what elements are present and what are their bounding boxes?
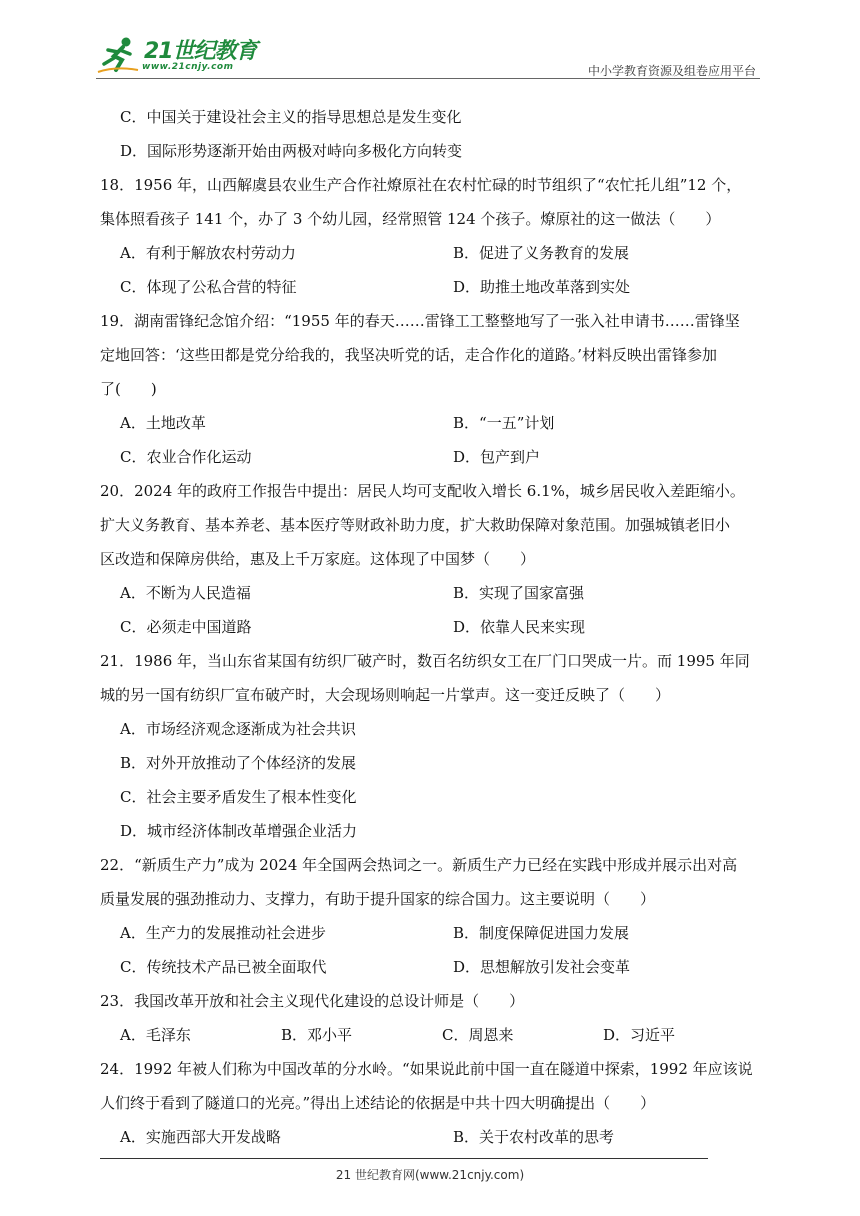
q19-stem-line-2: 定地回答：‘这些田都是党分给我的，我坚决听党的话，走合作化的道路。’材料反映出雷锋参加 [100,346,718,364]
q19-options-row-2 [120,440,764,474]
q20-stem-line-1: 20．2024 年的政府工作报告中提出：居民人均可支配收入增长 6.1%，城乡居民收入差距缩小。 [100,482,745,500]
q18-options-row-1 [120,236,764,270]
q21-option-c: C．社会主要矛盾发生了根本性变化 [120,788,357,806]
q22-options-row-2 [120,950,764,984]
logo-text: 21世纪教育 [144,39,257,64]
q24-stem-line-1: 24．1992 年被人们称为中国改革的分水岭。“如果说此前中国一直在隧道中探索，1992 年应该说 [100,1060,753,1078]
q18-option-a: A．有利于解放农村劳动力 [120,244,296,262]
q22-stem-line-2: 质量发展的强劲推动力、支撑力，有助于提升国家的综合国力。这主要说明（ ） [100,890,656,908]
q20-option-c: C．必须走中国道路 [120,618,252,636]
question-list [100,100,764,1154]
q19-stem-line-3: 了( ) [100,380,157,398]
q20-option-a: A．不断为人民造福 [120,584,251,602]
q19-option-b: B．“一五”计划 [453,414,555,432]
q18-options-row-2 [120,270,764,304]
q18-option-d: D．助推土地改革落到实处 [453,278,631,296]
q20-options-row-2 [120,610,764,644]
q21-stem-line-1: 21．1986 年，当山东省某国有纺织厂破产时，数百名纺织女工在厂门口哭成一片。而 1995 年同 [100,652,750,670]
footer-divider [100,1158,708,1159]
q24-option-a: A．实施西部大开发战略 [120,1128,281,1146]
q22-option-b: B．制度保障促进国力发展 [453,924,630,942]
q20-stem-line-2: 扩大义务教育、基本养老、基本医疗等财政补助力度，扩大救助保障对象范围。加强城镇老旧小 [100,516,731,534]
header-divider [96,78,760,79]
q17-option-c: C．中国关于建设社会主义的指导思想总是发生变化 [120,108,462,126]
q18-stem-line-1: 18．1956 年，山西解虞县农业生产合作社燎原社在农村忙碌的时节组织了“农忙托儿组”12 个， [100,176,742,194]
q23-stem-line-1: 23．我国改革开放和社会主义现代化建设的总设计师是（ ） [100,992,525,1010]
q22-option-c: C．传统技术产品已被全面取代 [120,958,327,976]
q24-options-row-1 [120,1120,764,1154]
q22-options-row-1 [120,916,764,950]
q19-options-row-1 [120,406,764,440]
q18-option-c: C．体现了公私合营的特征 [120,278,297,296]
q22-stem-line-1: 22．“新质生产力”成为 2024 年全国两会热词之一。新质生产力已经在实践中形成并展示出对高 [100,856,738,874]
footer-text: 21 世纪教育网(www.21cnjy.com) [335,1168,525,1182]
q18-stem-line-2: 集体照看孩子 141 个，办了 3 个幼儿园，经常照管 124 个孩子。燎原社的这一做法（ ） [100,210,721,228]
q19-option-d: D．包产到户 [453,448,541,466]
logo-url: www.21cnjy.com [142,62,234,72]
q24-option-b: B．关于农村改革的思考 [453,1128,615,1146]
q20-options-row-1 [120,576,764,610]
page-header [96,32,760,80]
platform-name: 中小学教育资源及组卷应用平台 [587,64,756,78]
q19-stem-line-1: 19．湖南雷锋纪念馆介绍：“1955 年的春天……雷锋工工整整地写了一张入社申请书……雷锋坚 [100,312,740,330]
q23-options-row [120,1018,764,1052]
q19-option-c: C．农业合作化运动 [120,448,252,466]
q22-option-a: A．生产力的发展推动社会进步 [120,924,326,942]
q23-option-a: A．毛泽东 [120,1026,191,1044]
q20-stem-line-3: 区改造和保障房供给，惠及上千万家庭。这体现了中国梦（ ） [100,550,536,568]
q18-option-b: B．促进了义务教育的发展 [453,244,630,262]
q21-stem-line-2: 城的另一国有纺织厂宣布破产时，大会现场则响起一片掌声。这一变迁反映了（ ） [100,686,671,704]
q17-option-d: D．国际形势逐渐开始由两极对峙向多极化方向转变 [120,142,463,160]
q23-option-c: C．周恩来 [442,1026,514,1044]
q23-option-b: B．邓小平 [281,1026,353,1044]
q22-option-d: D．思想解放引发社会变革 [453,958,631,976]
q21-option-a: A．市场经济观念逐渐成为社会共识 [120,720,356,738]
q20-option-d: D．依靠人民来实现 [453,618,586,636]
logo [96,32,266,76]
runner-logo-icon [96,36,140,74]
q20-option-b: B．实现了国家富强 [453,584,585,602]
q24-stem-line-2: 人们终于看到了隧道口的光亮。”得出上述结论的依据是中共十四大明确提出（ ） [100,1094,656,1112]
q21-option-b: B．对外开放推动了个体经济的发展 [120,754,357,772]
q21-option-d: D．城市经济体制改革增强企业活力 [120,822,358,840]
q23-option-d: D．习近平 [603,1026,676,1044]
q19-option-a: A．土地改革 [120,414,206,432]
